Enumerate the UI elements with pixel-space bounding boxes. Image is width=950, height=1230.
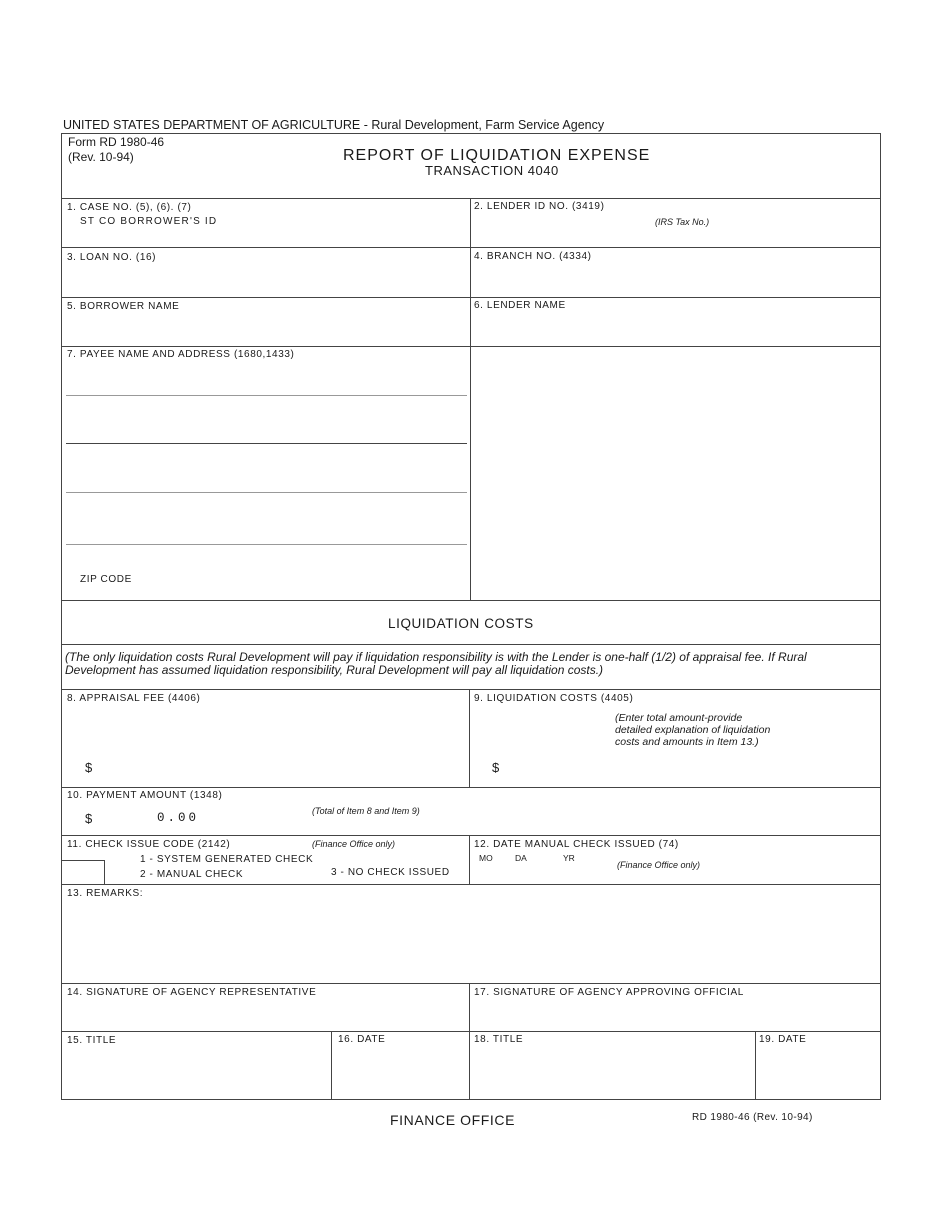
payee-label: 7. PAYEE NAME AND ADDRESS (1680,1433): [67, 349, 295, 360]
branch-no-input[interactable]: [473, 266, 877, 295]
dollar-sign: $: [85, 811, 93, 826]
appraisal-fee-input[interactable]: [100, 756, 460, 780]
case-no-input[interactable]: [64, 228, 466, 246]
liquidation-note: costs and amounts in Item 13.): [615, 736, 759, 748]
check-issue-code-input[interactable]: [64, 862, 102, 882]
check-option-none: 3 - NO CHECK ISSUED: [331, 867, 450, 878]
branch-no-label: 4. BRANCH NO. (4334): [474, 251, 592, 262]
signature-representative-input[interactable]: [64, 1001, 466, 1029]
signature-representative-label: 14. SIGNATURE OF AGENCY REPRESENTATIVE: [67, 987, 317, 998]
form-number: Form RD 1980-46: [68, 135, 165, 149]
zip-code-input[interactable]: [140, 568, 466, 594]
liquidation-costs-heading: LIQUIDATION COSTS: [388, 616, 534, 631]
check-issue-code-label: 11. CHECK ISSUE CODE (2142): [67, 839, 231, 850]
divider: [61, 835, 881, 836]
payee-address-line-2[interactable]: [66, 462, 467, 491]
divider: [61, 247, 881, 248]
check-code-box: [104, 860, 105, 884]
payment-amount-label: 10. PAYMENT AMOUNT (1348): [67, 790, 223, 801]
date-16-label: 16. DATE: [338, 1034, 386, 1045]
check-option-system: 1 - SYSTEM GENERATED CHECK: [140, 854, 314, 865]
irs-note: (IRS Tax No.): [655, 217, 710, 227]
payee-name-input[interactable]: [66, 365, 467, 394]
costs-note-line-1: (The only liquidation costs Rural Development will pay if liquidation responsibility is with the Lender is one-half (1/2) of appraisal fee. If Rural: [65, 650, 807, 664]
date-manual-check-input[interactable]: [473, 864, 613, 882]
borrower-name-input[interactable]: [64, 315, 466, 344]
loan-no-label: 3. LOAN NO. (16): [67, 252, 157, 263]
title-18-label: 18. TITLE: [474, 1034, 524, 1045]
column-divider: [469, 983, 470, 1100]
agency-name: UNITED STATES DEPARTMENT OF AGRICULTURE - Rural Development, Farm Service Agency: [63, 118, 605, 132]
address-line: [66, 492, 467, 493]
remarks-label: 13. REMARKS:: [67, 888, 144, 899]
payment-note: (Total of Item 8 and Item 9): [312, 806, 420, 816]
case-no-sublabel: ST CO BORROWER'S ID: [80, 216, 218, 227]
date-19-input[interactable]: [758, 1049, 877, 1098]
loan-no-input[interactable]: [64, 266, 466, 295]
divider: [61, 983, 881, 984]
check-code-box: [61, 860, 105, 861]
date-19-label: 19. DATE: [759, 1034, 807, 1045]
lender-id-input[interactable]: [473, 214, 877, 245]
year-label: YR: [563, 853, 575, 863]
borrower-name-label: 5. BORROWER NAME: [67, 301, 180, 312]
check-option-manual: 2 - MANUAL CHECK: [140, 869, 244, 880]
payment-amount-value[interactable]: 0.00: [157, 811, 200, 825]
appraisal-fee-label: 8. APPRAISAL FEE (4406): [67, 693, 201, 704]
column-divider: [469, 835, 470, 884]
form-title: REPORT OF LIQUIDATION EXPENSE: [343, 147, 651, 164]
address-line: [66, 395, 467, 396]
remarks-input[interactable]: [64, 902, 877, 981]
liquidation-costs-input[interactable]: [506, 756, 874, 780]
title-15-input[interactable]: [64, 1049, 328, 1098]
form-revision: (Rev. 10-94): [68, 150, 134, 164]
divider: [61, 1031, 881, 1032]
divider: [61, 198, 881, 199]
column-divider: [469, 689, 470, 787]
lender-name-label: 6. LENDER NAME: [474, 300, 566, 311]
signature-official-input[interactable]: [473, 1001, 877, 1029]
divider: [61, 644, 881, 645]
address-line: [66, 544, 467, 545]
liquidation-costs-label: 9. LIQUIDATION COSTS (4405): [474, 693, 634, 704]
finance-office-only-note: (Finance Office only): [312, 839, 396, 849]
column-divider: [755, 1031, 756, 1100]
lender-id-label: 2. LENDER ID NO. (3419): [474, 201, 605, 212]
signature-official-label: 17. SIGNATURE OF AGENCY APPROVING OFFICIAL: [474, 987, 744, 998]
liquidation-note: detailed explanation of liquidation: [615, 724, 771, 736]
dollar-sign: $: [85, 760, 93, 775]
title-18-input[interactable]: [473, 1049, 752, 1098]
divider: [61, 787, 881, 788]
finance-office-footer: FINANCE OFFICE: [390, 1112, 516, 1128]
liquidation-note: (Enter total amount-provide: [615, 712, 743, 724]
date-manual-check-label: 12. DATE MANUAL CHECK ISSUED (74): [474, 839, 679, 850]
divider: [61, 600, 881, 601]
day-label: DA: [515, 853, 527, 863]
costs-note-line-2: Development has assumed liquidation responsibility, Rural Development will pay all liquidation costs.): [65, 663, 604, 677]
case-no-label: 1. CASE NO. (5), (6). (7): [67, 202, 192, 213]
month-label: MO: [479, 853, 493, 863]
column-divider: [331, 1031, 332, 1100]
divider: [61, 297, 881, 298]
payee-address-line-1[interactable]: [66, 413, 467, 442]
address-line: [66, 443, 467, 444]
title-15-label: 15. TITLE: [67, 1035, 117, 1046]
finance-office-only-note: (Finance Office only): [617, 860, 701, 870]
dollar-sign: $: [492, 760, 500, 775]
form-subtitle: TRANSACTION 4040: [425, 163, 559, 178]
payee-address-line-3[interactable]: [66, 513, 467, 543]
divider: [61, 346, 881, 347]
column-divider: [470, 198, 471, 600]
divider: [61, 689, 881, 690]
divider: [61, 884, 881, 885]
date-16-input[interactable]: [334, 1049, 466, 1098]
lender-name-input[interactable]: [473, 315, 877, 344]
form-reference-footer: RD 1980-46 (Rev. 10-94): [692, 1112, 813, 1123]
zip-code-label: ZIP CODE: [80, 574, 132, 585]
